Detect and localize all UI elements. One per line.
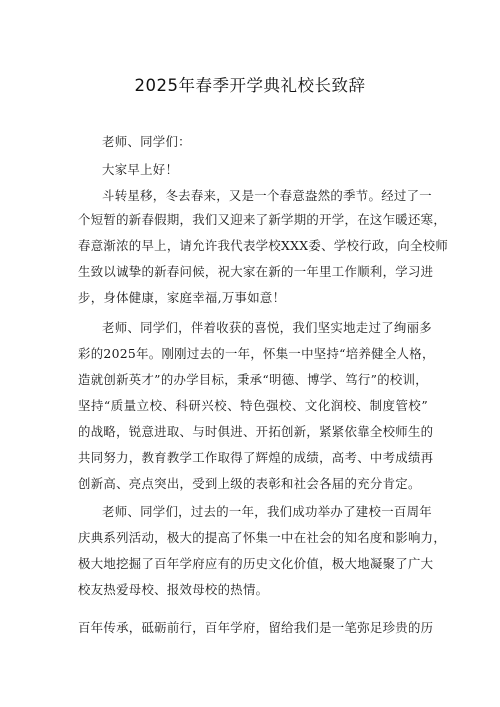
paragraph-line: 百年传承，砥砺前行，百年学府，留给我们是一笔弥足珍贵的历 [78,620,434,635]
document-title: 2025年春季开学典礼校长致辞 [134,76,366,95]
paragraph-line: 的战略，锐意进取、与时俱进、开拓创新，紧紧依靠全校师生的 [78,424,434,439]
paragraph-line: 彩的2025年。刚刚过去的一年，怀集一中坚持“培养健全人格， [78,346,435,361]
paragraph-line: 庆典系列活动，极大的提高了怀集一中在社会的知名度和影响力， [78,530,447,545]
paragraph-line: 校友热爱母校、报效母校的热情。 [78,582,269,597]
paragraph-line: 斗转星移，冬去春来，又是一个春意盎然的季节。经过了一 [102,188,432,203]
greeting-line: 大家早上好！ [102,162,179,177]
paragraph-line: 共同努力，教育教学工作取得了辉煌的成绩，高考、中考成绩再 [78,450,434,465]
paragraph-line: 坚持“质量立校、科研兴校、特色强校、文化润校、制度管校” [78,398,428,413]
paragraph-line: 老师、同学们，过去的一年，我们成功举办了建校一百周年 [102,504,432,519]
paragraph-line: 创新高、亮点突出，受到上级的表彰和社会各届的充分肯定。 [78,476,421,491]
paragraph-line: 生致以诚挚的新春问候，祝大家在新的一年里工作顺利，学习进 [78,264,434,279]
paragraph-line: 个短暂的新春假期，我们又迎来了新学期的开学，在这乍暖还寒， [78,212,447,227]
paragraph-line: 春意渐浓的早上，请允许我代表学校XXX委、学校行政，向全校师 [78,238,449,253]
paragraph-line: 极大地挖掘了百年学府应有的历史文化价值，极大地凝聚了广大 [78,556,434,571]
paragraph-line: 造就创新英才”的办学目标，秉承“明德、博学、笃行”的校训， [78,372,428,387]
paragraph-line: 步，身体健康，家庭幸福,万事如意！ [78,290,286,305]
paragraph-line: 老师、同学们，伴着收获的喜悦，我们坚实地走过了绚丽多 [102,320,432,335]
salutation-line: 老师、同学们： [102,134,191,149]
